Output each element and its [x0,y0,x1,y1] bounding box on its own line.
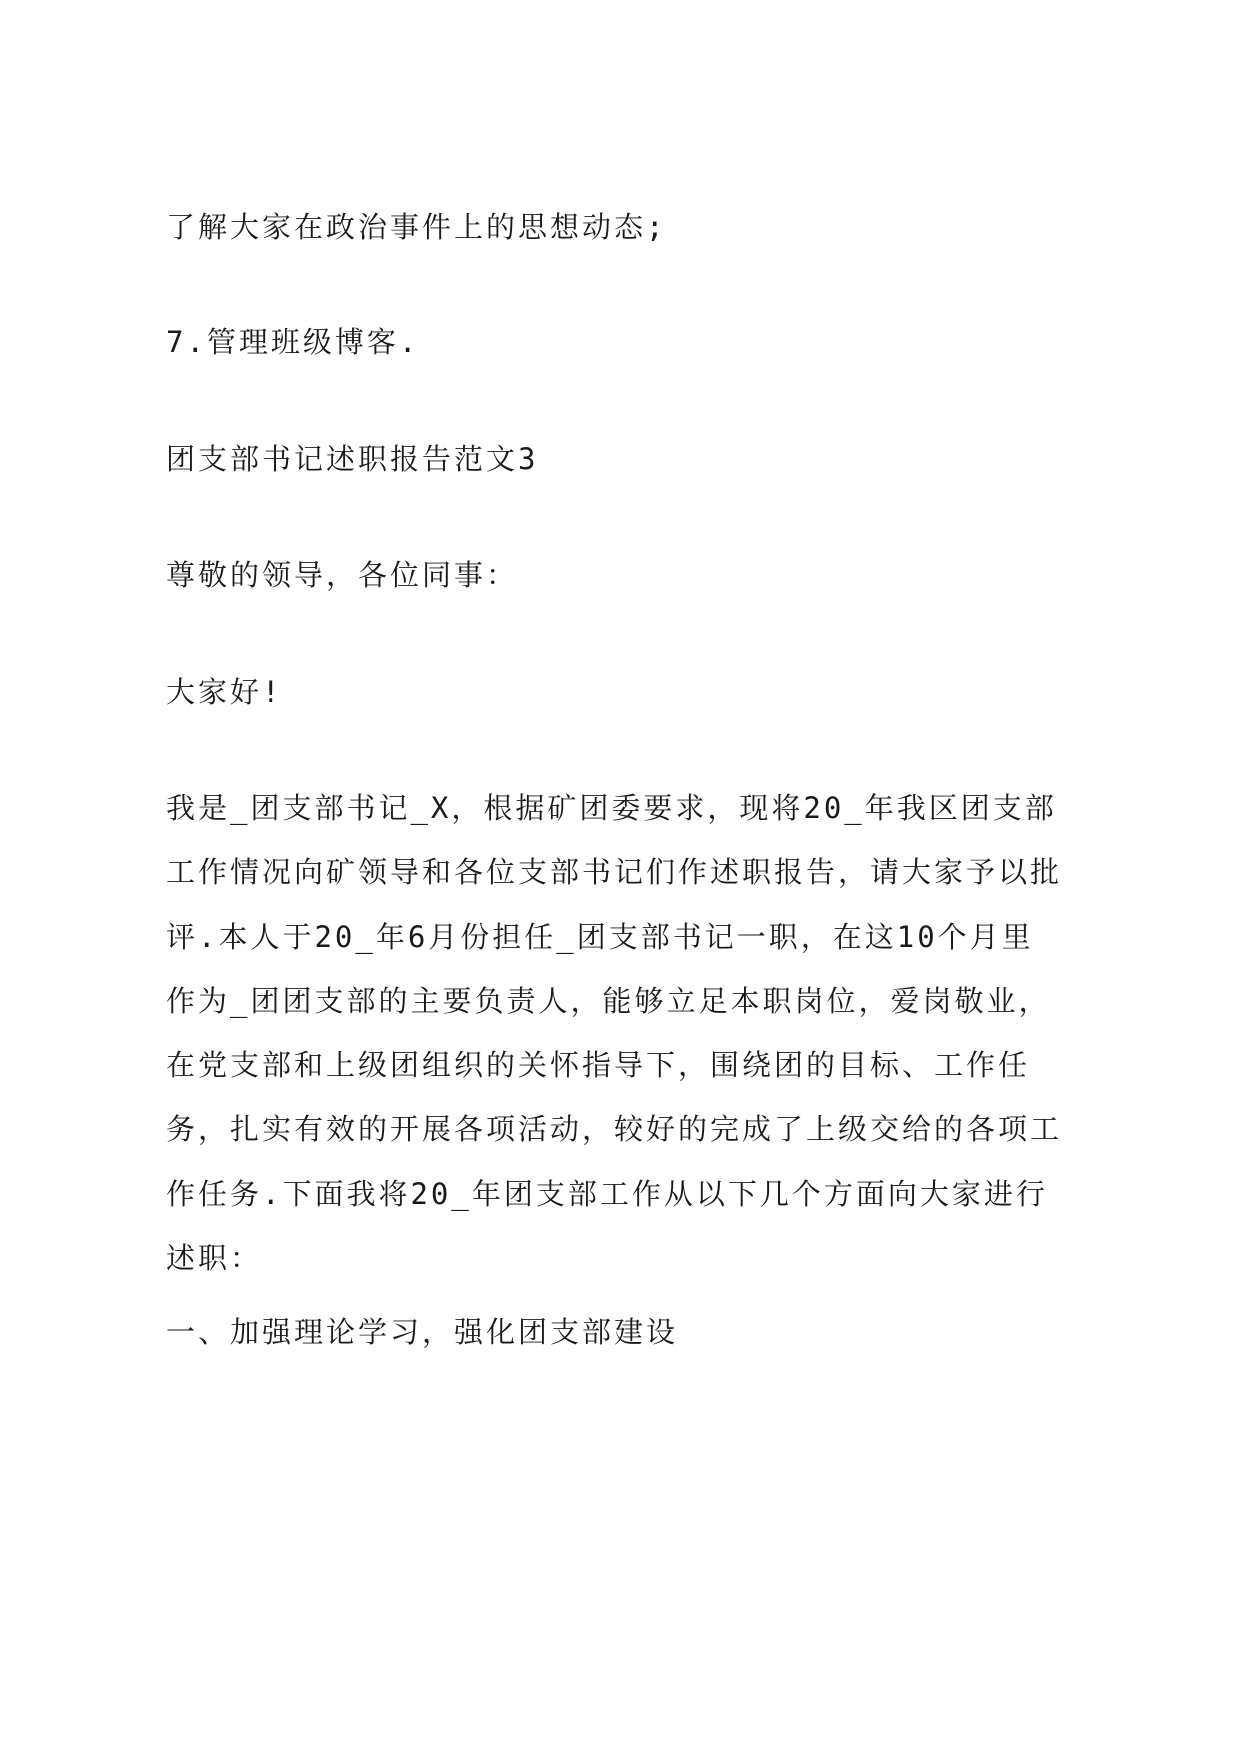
section-heading: 一、加强理论学习，强化团支部建设 [166,1315,679,1349]
greeting: 大家好! [166,675,283,709]
paragraph-line: 务，扎实有效的开展各项活动，较好的完成了上级交给的各项工 [166,1112,1063,1147]
paragraph-line: 作为_团团支部的主要负责人，能够立足本职岗位，爱岗敬业， [166,983,1051,1018]
document-subtitle: 团支部书记述职报告范文3 [166,442,539,476]
paragraph-line: 在党支部和上级团组织的关怀指导下，围绕团的目标、工作任 [166,1048,1031,1083]
paragraph-line: 工作情况向矿领导和各位支部书记们作述职报告，请大家予以批 [166,855,1063,890]
text-line-political-thoughts: 了解大家在政治事件上的思想动态; [166,210,667,244]
paragraph-line: 我是_团支部书记_X，根据矿团委要求，现将20_年我区团支部 [166,791,1057,825]
list-item-manage-blog: 7.管理班级博客. [166,325,420,359]
salutation: 尊敬的领导，各位同事： [166,558,519,592]
body-paragraph [166,776,1086,1290]
paragraph-line: 评.本人于20_年6月份担任_团支部书记一职，在这10个月里 [166,919,1034,954]
paragraph-line: 述职： [166,1241,263,1276]
paragraph-line: 作任务.下面我将20_年团支部工作从以下几个方面向大家进行 [166,1176,1048,1211]
